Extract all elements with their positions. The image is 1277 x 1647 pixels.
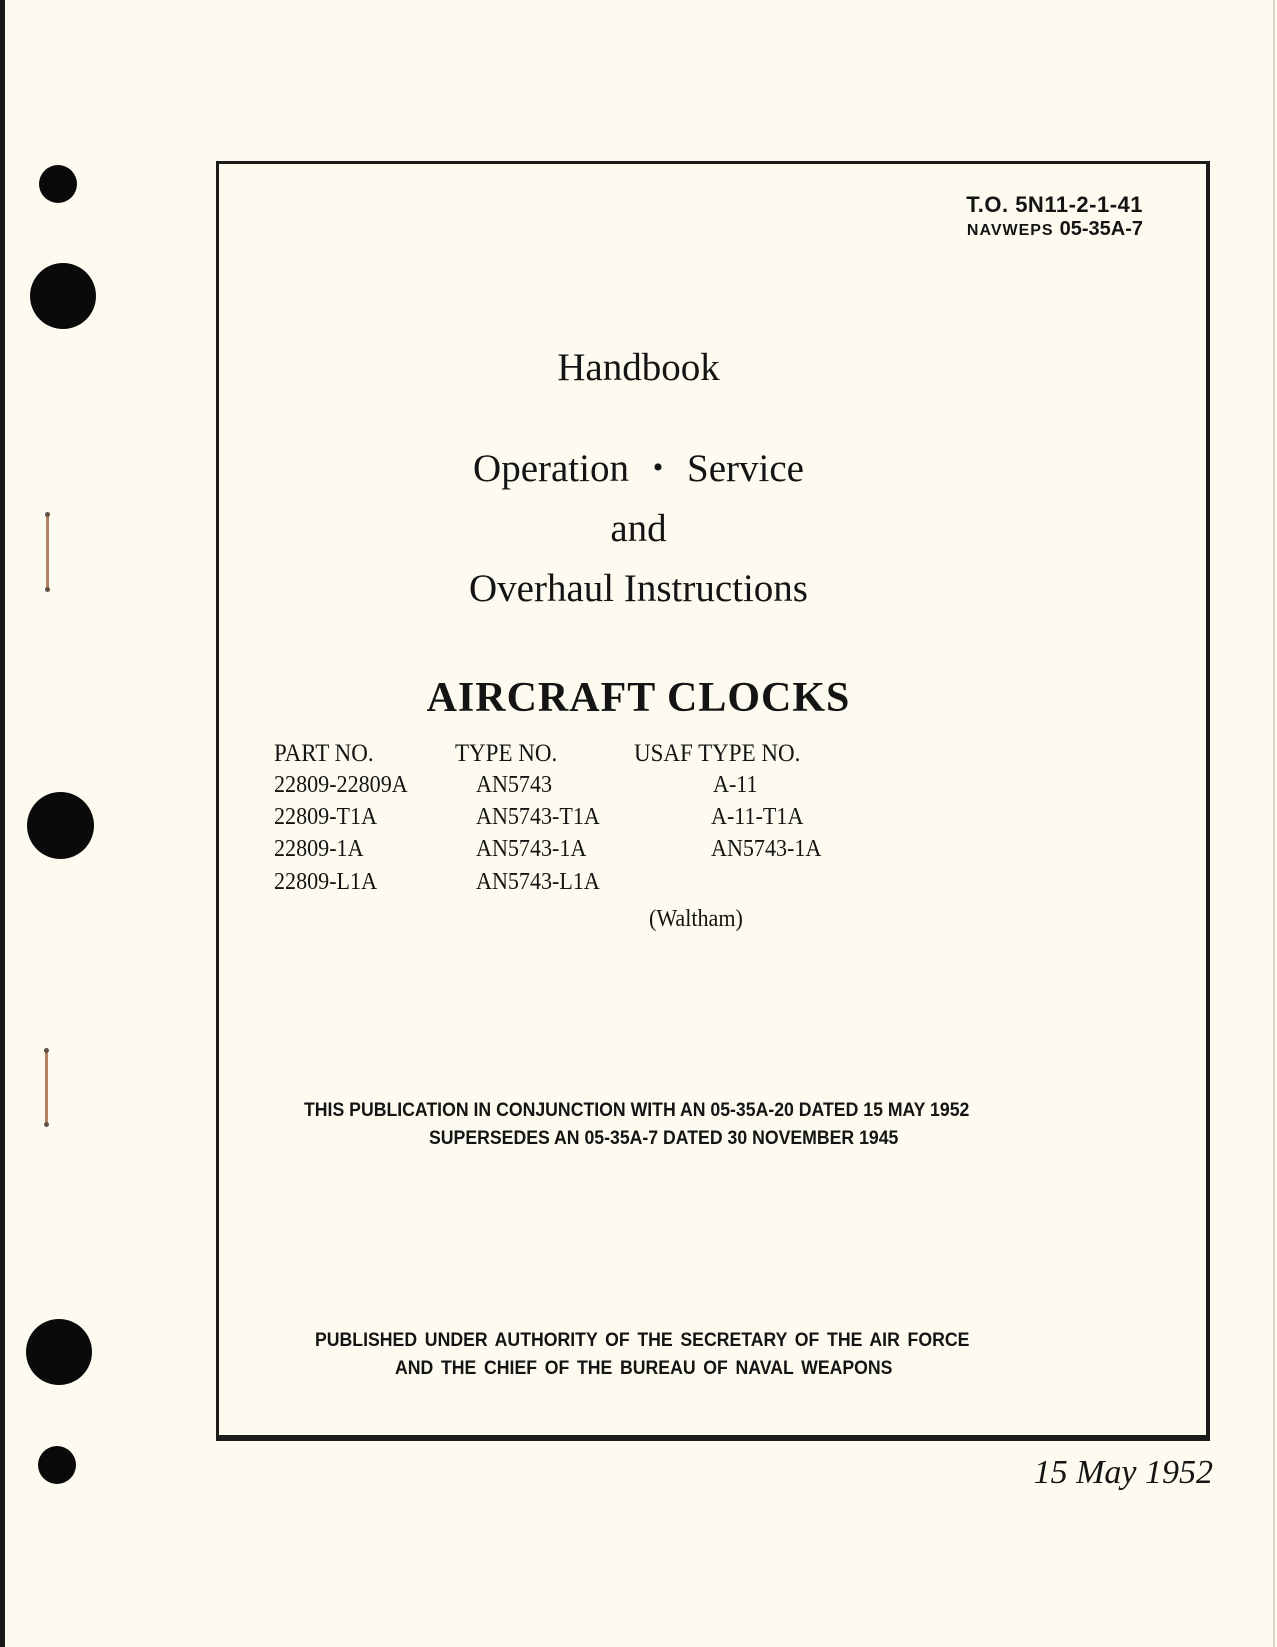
navweps-label: NAVWEPS bbox=[966, 222, 1054, 239]
title-and: and bbox=[610, 507, 667, 550]
manufacturer-note: (Waltham) bbox=[649, 906, 743, 932]
cell-type-no: AN5743-T1A bbox=[476, 804, 600, 830]
title-handbook: Handbook bbox=[557, 346, 720, 389]
staple-mark-icon bbox=[45, 1050, 48, 1125]
title-operation: Operation bbox=[473, 447, 629, 490]
publication-date: 15 May 1952 bbox=[1033, 1454, 1213, 1491]
cell-type-no: AN5743-1A bbox=[476, 836, 587, 862]
title-service: Service bbox=[687, 447, 804, 490]
supersedes-line-2: SUPERSEDES AN 05-35A-7 DATED 30 NOVEMBER 1945 bbox=[429, 1128, 899, 1149]
title-overhaul-instructions: Overhaul Instructions bbox=[468, 567, 808, 610]
punch-hole-icon bbox=[38, 1446, 76, 1484]
authority-line-1: PUBLISHED UNDER AUTHORITY OF THE SECRETARY OF THE AIR FORCE bbox=[315, 1330, 970, 1351]
column-header-usaf-type-no: USAF TYPE NO. bbox=[634, 740, 801, 767]
navweps-number-line bbox=[967, 218, 1143, 241]
cell-part-no: 22809-L1A bbox=[274, 869, 378, 895]
cell-part-no: 22809-T1A bbox=[274, 804, 378, 830]
cell-type-no: AN5743-L1A bbox=[476, 869, 600, 895]
to-number: T.O. 5N11-2-1-41 bbox=[966, 192, 1143, 217]
cell-usaf-type-no: A-11-T1A bbox=[711, 804, 804, 830]
punch-hole-icon bbox=[30, 263, 96, 329]
authority-line-2: AND THE CHIEF OF THE BUREAU OF NAVAL WEAPONS bbox=[395, 1358, 893, 1379]
title-subject: AIRCRAFT CLOCKS bbox=[426, 675, 851, 721]
title-operation-service bbox=[0, 446, 1277, 491]
column-header-type-no: TYPE NO. bbox=[455, 740, 558, 767]
cell-type-no: AN5743 bbox=[476, 772, 553, 798]
page-edge-right bbox=[1273, 0, 1275, 1647]
cell-usaf-type-no: AN5743-1A bbox=[711, 836, 822, 862]
column-header-part-no: PART NO. bbox=[274, 740, 374, 767]
punch-hole-icon bbox=[39, 165, 77, 203]
punch-hole-icon bbox=[26, 1319, 92, 1385]
navweps-number: 05-35A-7 bbox=[1059, 218, 1143, 240]
supersedes-line-1: THIS PUBLICATION IN CONJUNCTION WITH AN 05-35A-20 DATED 15 MAY 1952 bbox=[304, 1100, 970, 1121]
punch-hole-icon bbox=[27, 792, 94, 859]
cell-usaf-type-no: A-11 bbox=[713, 772, 758, 798]
bullet-separator-icon: • bbox=[652, 451, 664, 484]
cell-part-no: 22809-22809A bbox=[274, 772, 408, 798]
page-edge-left bbox=[0, 0, 5, 1647]
cell-part-no: 22809-1A bbox=[274, 836, 364, 862]
